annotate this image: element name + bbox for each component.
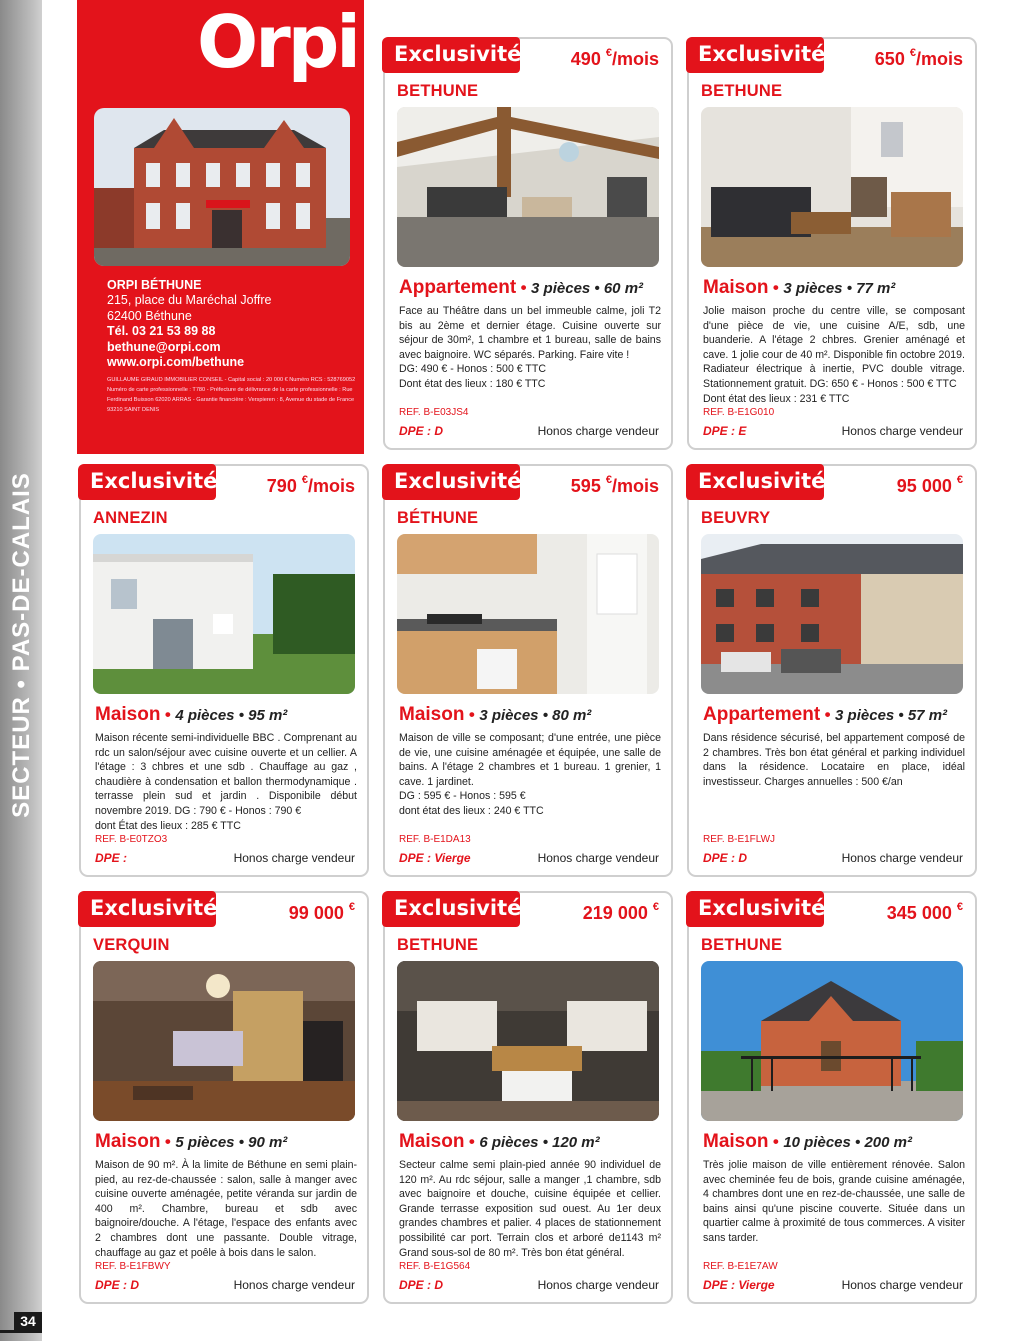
city: VERQUIN [93, 936, 170, 954]
page-number-rule [0, 1330, 42, 1333]
listing-title: Maison • 4 pièces • 95 m² [95, 704, 288, 725]
dpe-rating: DPE : D [399, 424, 444, 438]
property-photo[interactable] [701, 961, 963, 1121]
price: 595 €/mois [570, 474, 659, 496]
dpe-rating: DPE : D [703, 851, 748, 865]
city: ANNEZIN [93, 509, 168, 527]
exclusivity-badge: Exclusivité [686, 464, 824, 500]
listing-description: Maison de ville se composant; d'une entrée, une pièce de vie, une cuisine aménagée et équipée, une salle de bains. A l'étage 2 chambres et 1 bureau. 1 grenier, 1 cave. 1 jardinet. DG : 595 € - Honos : 595 € dont état des lieux : 240 € TTC [399, 732, 661, 817]
listing-title: Maison • 5 pièces • 90 m² [95, 1131, 288, 1152]
dpe-rating: DPE : D [399, 1278, 444, 1292]
fees-note: Honos charge vendeur [841, 424, 963, 438]
city: BEUVRY [701, 509, 771, 527]
agency-email[interactable]: bethune@orpi.com [107, 339, 221, 354]
listing-description: Jolie maison proche du centre ville, se composant d'une pièce de vie, une cuisine A/E, sdb, une buanderie. A l'étage 2 chbres. Grenier aménagé et cave. 1 jolie cour de 40 m². Disponible fin octobre 2019. Radiateur électrique à inertie, PVC double vitrage. Stationnement gratuit. DG: 650 € - Honos : 500 € TTC Dont état des lieux : 231 € TTC [703, 305, 965, 405]
listing-description: Très jolie maison de ville entièrement rénovée. Salon avec cheminée feu de bois, grande cuisine aménagée, 4 chambres dont une en rez-de-chaussée, une salle de bains ainsi qu'une piscine couverte. Située dans un quartier calme à proximité de tous commerces. A visiter sans tarder. [703, 1159, 965, 1244]
fees-note: Honos charge vendeur [841, 851, 963, 865]
listing-description: Maison récente semi-individuelle BBC . Comprenant au rdc un salon/séjour avec cuisine ouverte et un cellier. A l'étage : 3 chbres et une sdb . Chauffage au gaz , chaudière à condensation et ballon thermodynamique . terrasse plein sud et jardin . Disponibile début novembre 2019. DG : 790 € - Honos : 790 € dont État des lieux : 285 € TTC [95, 732, 357, 832]
listing-ref: REF. B-E03JS4 [399, 407, 469, 418]
listing-description: Face au Théâtre dans un bel immeuble calme, joli T2 bis au 2ème et dernier étage. Cuisine ouverte sur séjour de 30m², 1 chambre et 1 bureau, salle de bains avec baignoire. WC séparés. Parking. Faire vite ! DG: 490 € - Honos : 500 € TTC Dont état des lieux : 180 € TTC [399, 305, 661, 390]
listing-card[interactable] [79, 464, 369, 877]
city: BETHUNE [397, 936, 479, 954]
listing-title: Maison • 3 pièces • 80 m² [399, 704, 592, 725]
agency-contact [107, 278, 357, 415]
dpe-rating: DPE : Vierge [703, 1278, 775, 1292]
exclusivity-badge: Exclusivité [382, 891, 520, 927]
listing-ref: REF. B-E1FBWY [95, 1261, 171, 1272]
price: 490 €/mois [570, 47, 659, 69]
listing-ref: REF. B-E1DA13 [399, 834, 471, 845]
exclusivity-badge: Exclusivité [686, 891, 824, 927]
agency-address-line1: 215, place du Maréchal Joffre [107, 293, 272, 307]
listing-title: Maison • 10 pièces • 200 m² [703, 1131, 912, 1152]
fees-note: Honos charge vendeur [537, 1278, 659, 1292]
city: BETHUNE [701, 82, 783, 100]
fees-note: Honos charge vendeur [233, 851, 355, 865]
agency-building-photo [94, 108, 350, 266]
listing-card[interactable] [383, 464, 673, 877]
property-photo[interactable] [93, 534, 355, 694]
property-photo[interactable] [397, 534, 659, 694]
exclusivity-badge: Exclusivité [382, 464, 520, 500]
dpe-rating: DPE : [95, 851, 128, 865]
price: 95 000 € [896, 474, 963, 496]
agency-name: ORPI BÉTHUNE [107, 278, 202, 292]
listing-description: Secteur calme semi plain-pied année 90 individuel de 120 m². Au rdc séjour, salle a manger ,1 chambre, sdb avec baignoire et douche, cuisine équipée et cellier. Grande terrasse exposition sud ouest. Au 1er deux grandes chambres et palier. 4 places de stationnement possibilité car port. Terrain clos et arboré de1143 m² Grand sous-sol de 80 m². Très bon état général. [399, 1159, 661, 1259]
price: 219 000 € [582, 901, 659, 923]
listing-ref: REF. B-E1G564 [399, 1261, 471, 1272]
fees-note: Honos charge vendeur [537, 424, 659, 438]
listing-card[interactable] [383, 37, 673, 450]
price: 790 €/mois [266, 474, 355, 496]
section-label: SECTEUR • PAS-DE-CALAIS [8, 472, 36, 818]
listing-ref: REF. B-E1E7AW [703, 1261, 778, 1272]
page-number: 34 [14, 1312, 42, 1330]
orpi-logo: Orpi [197, 0, 358, 84]
agency-website[interactable]: www.orpi.com/bethune [107, 355, 245, 369]
city: BETHUNE [397, 82, 479, 100]
agency-legal-notice: GUILLAUME GIRAUD IMMOBILIER CONSEIL - Capital social : 20 000 € Numéro RCS : 528769052 Numéro de carte professionnelle : T780 - Préfecture de délivrance de la carte professionnelle : Rue Ferdinand Buisson 62020 ARRAS - Garantie financière : Verspieren : 8, Avenue du stade de France 93210 SAINT DENIS [107, 376, 356, 413]
exclusivity-badge: Exclusivité [78, 891, 216, 927]
price: 345 000 € [886, 901, 963, 923]
agency-phone[interactable]: Tél. 03 21 53 89 88 [107, 324, 216, 338]
property-photo[interactable] [93, 961, 355, 1121]
listing-card[interactable] [383, 891, 673, 1304]
listing-description: Dans résidence sécurisé, bel appartement composé de 2 chambres. Très bon état général et parking individuel dans la résidence. Locataire en place, idéal investisseur. Charges annuelles : 500 €/an [703, 732, 965, 788]
city: BÉTHUNE [397, 509, 479, 527]
exclusivity-badge: Exclusivité [686, 37, 824, 73]
listing-title: Maison • 3 pièces • 77 m² [703, 277, 896, 298]
price: 650 €/mois [874, 47, 963, 69]
property-photo[interactable] [701, 534, 963, 694]
property-photo[interactable] [701, 107, 963, 267]
listing-title: Appartement • 3 pièces • 60 m² [399, 277, 644, 298]
fees-note: Honos charge vendeur [233, 1278, 355, 1292]
fees-note: Honos charge vendeur [841, 1278, 963, 1292]
dpe-rating: DPE : Vierge [399, 851, 471, 865]
dpe-rating: DPE : D [95, 1278, 140, 1292]
listing-ref: REF. B-E1G010 [703, 407, 775, 418]
exclusivity-badge: Exclusivité [382, 37, 520, 73]
agency-address-line2: 62400 Béthune [107, 308, 192, 323]
fees-note: Honos charge vendeur [537, 851, 659, 865]
listing-card[interactable] [687, 464, 977, 877]
listing-ref: REF. B-E0TZO3 [95, 834, 168, 845]
city: BETHUNE [701, 936, 783, 954]
agency-box [77, 0, 364, 454]
listing-card[interactable] [79, 891, 369, 1304]
listing-title: Maison • 6 pièces • 120 m² [399, 1131, 600, 1152]
exclusivity-badge: Exclusivité [78, 464, 216, 500]
listing-card[interactable] [687, 37, 977, 450]
property-photo[interactable] [397, 961, 659, 1121]
price: 99 000 € [288, 901, 355, 923]
listing-title: Appartement • 3 pièces • 57 m² [703, 704, 948, 725]
property-photo[interactable] [397, 107, 659, 267]
listing-card[interactable] [687, 891, 977, 1304]
listing-description: Maison de 90 m². À la limite de Béthune en semi plain-pied, au rez-de-chaussée : salon, salle à manger avec cuisine ouverte aménagée, petite véranda sur jardin de 400 m². Chambre, bureau et sdb avec baignoire/douche. A l'étage, l'espace des enfants avec 2 chambres dont une passante. Double vitrage, chauffage au gaz et poêle à bois dans le salon. [95, 1159, 357, 1259]
listing-ref: REF. B-E1FLWJ [703, 834, 776, 845]
dpe-rating: DPE : E [703, 424, 747, 438]
